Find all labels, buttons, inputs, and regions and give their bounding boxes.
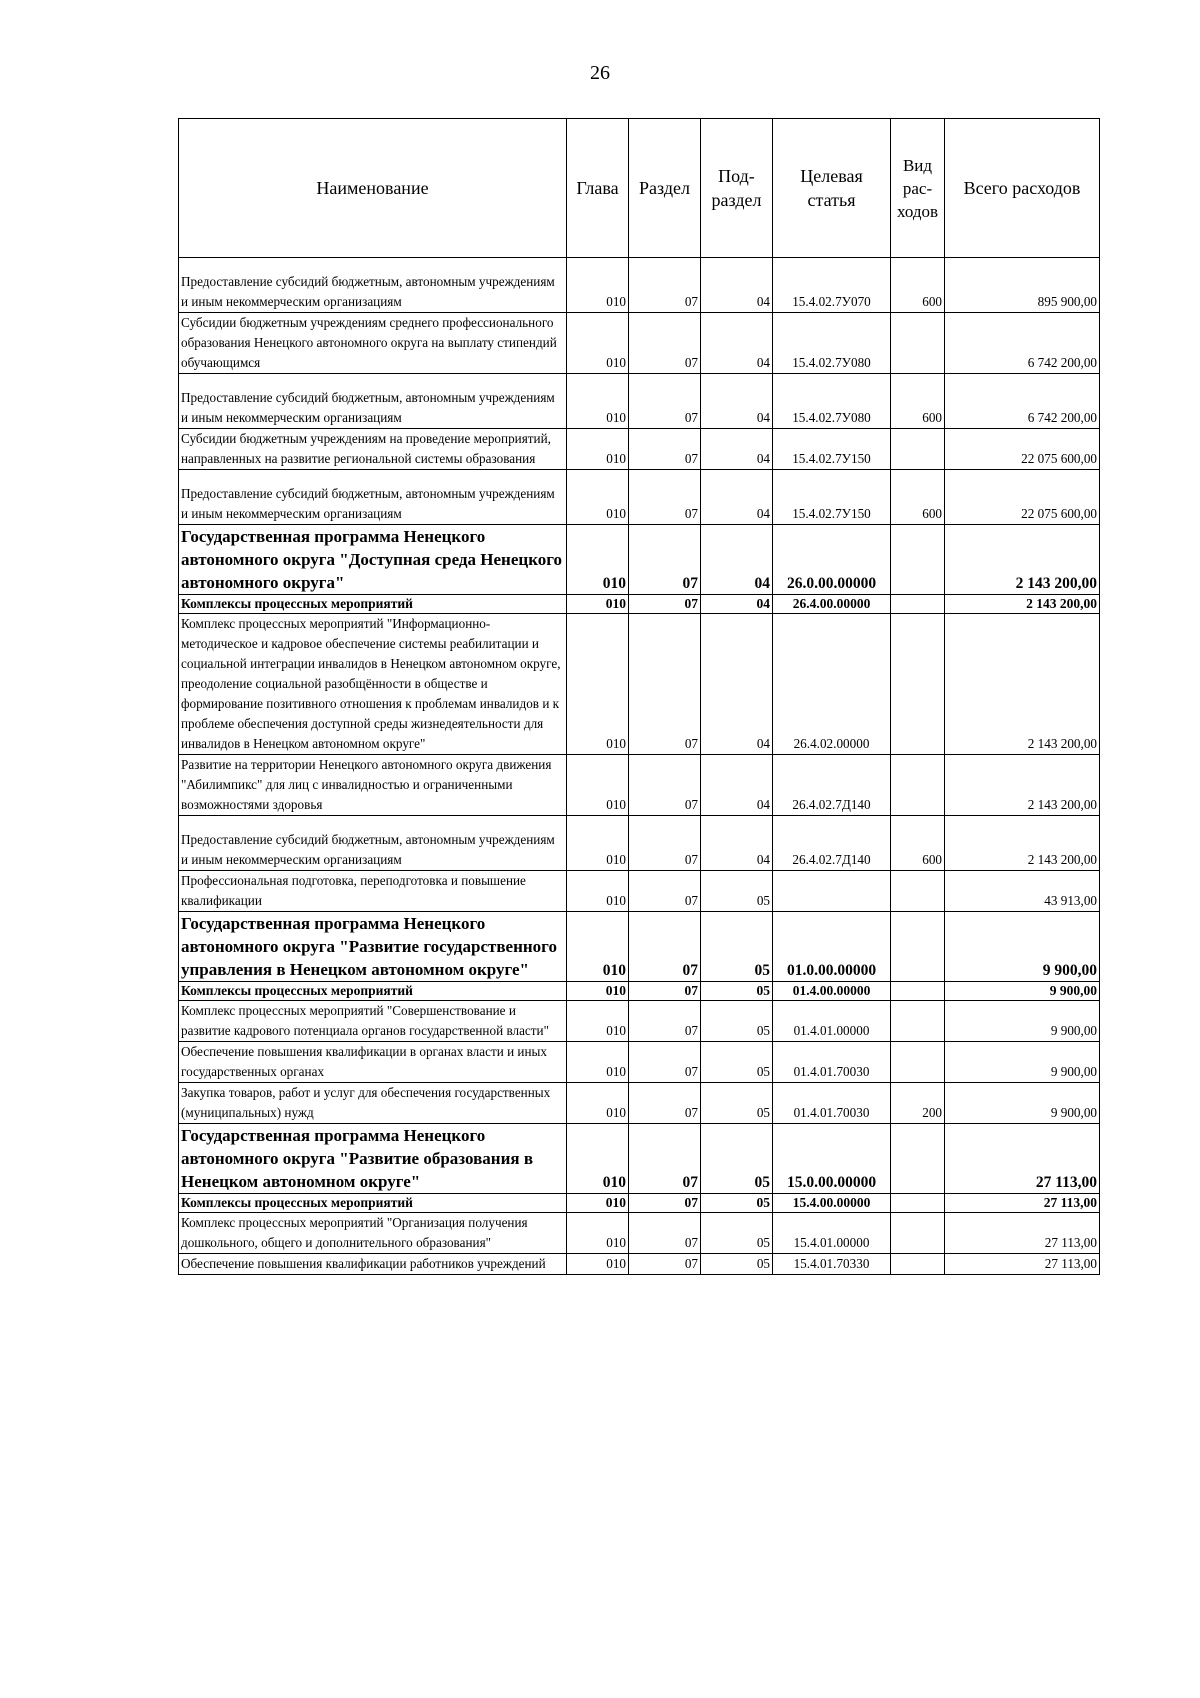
row-subsection: 04 <box>701 525 773 595</box>
row-total: 43 913,00 <box>945 871 1100 912</box>
row-expense-type <box>891 1001 945 1042</box>
row-chapter: 010 <box>567 313 629 374</box>
row-expense-type <box>891 1254 945 1275</box>
row-name: Предоставление субсидий бюджетным, автономным учреждениям и иным некоммерческим организациям <box>179 470 567 525</box>
row-total: 9 900,00 <box>945 1042 1100 1083</box>
row-target: 26.0.00.00000 <box>773 525 891 595</box>
table-row <box>179 1254 1100 1275</box>
header-section: Раздел <box>629 119 701 258</box>
row-subsection: 04 <box>701 258 773 313</box>
row-target: 15.4.00.00000 <box>773 1194 891 1213</box>
row-name: Комплекс процессных мероприятий "Информационно-методическое и кадровое обеспечение системы реабилитации и социальной интеграции инвалидов в Ненецком автономном округе, преодоление социальной разобщённости в обществе и формирование позитивного отношения к проблемам инвалидов и к проблеме обеспечения доступной среды жизнедеятельности для инвалидов в Ненецком автономном округе" <box>179 614 567 755</box>
row-target: 01.0.00.00000 <box>773 912 891 982</box>
row-expense-type <box>891 755 945 816</box>
row-chapter: 010 <box>567 1194 629 1213</box>
table-row-program <box>179 525 1100 595</box>
row-expense-type <box>891 1124 945 1194</box>
table-row <box>179 258 1100 313</box>
row-subsection: 05 <box>701 1254 773 1275</box>
table-row-program <box>179 1124 1100 1194</box>
row-chapter: 010 <box>567 1042 629 1083</box>
header-target: Целевая статья <box>773 119 891 258</box>
row-target: 15.4.02.7У070 <box>773 258 891 313</box>
row-total: 27 113,00 <box>945 1194 1100 1213</box>
row-chapter: 010 <box>567 595 629 614</box>
row-target: 01.4.01.70030 <box>773 1083 891 1124</box>
row-name: Предоставление субсидий бюджетным, автономным учреждениям и иным некоммерческим организациям <box>179 816 567 871</box>
row-chapter: 010 <box>567 755 629 816</box>
row-total: 2 143 200,00 <box>945 755 1100 816</box>
table-row <box>179 1213 1100 1254</box>
table-row <box>179 614 1100 755</box>
row-total: 9 900,00 <box>945 1001 1100 1042</box>
table-row <box>179 1001 1100 1042</box>
row-target: 15.4.02.7У150 <box>773 429 891 470</box>
row-total: 22 075 600,00 <box>945 470 1100 525</box>
row-chapter: 010 <box>567 1083 629 1124</box>
row-chapter: 010 <box>567 1254 629 1275</box>
page-number: 26 <box>590 62 610 84</box>
row-name: Обеспечение повышения квалификации в органах власти и иных государственных органах <box>179 1042 567 1083</box>
row-subsection: 04 <box>701 313 773 374</box>
row-expense-type: 200 <box>891 1083 945 1124</box>
row-chapter: 010 <box>567 912 629 982</box>
row-name: Комплексы процессных мероприятий <box>179 982 567 1001</box>
row-subsection: 05 <box>701 1194 773 1213</box>
row-target: 15.4.02.7У150 <box>773 470 891 525</box>
row-target: 01.4.01.70030 <box>773 1042 891 1083</box>
row-total: 22 075 600,00 <box>945 429 1100 470</box>
row-name: Субсидии бюджетным учреждениям среднего профессионального образования Ненецкого автономного округа на выплату стипендий обучающимся <box>179 313 567 374</box>
row-subsection: 05 <box>701 1124 773 1194</box>
row-name: Государственная программа Ненецкого автономного округа "Развитие государственного управления в Ненецком автономном округе" <box>179 912 567 982</box>
row-subsection: 05 <box>701 1001 773 1042</box>
row-total: 6 742 200,00 <box>945 374 1100 429</box>
table-row <box>179 374 1100 429</box>
table-row <box>179 429 1100 470</box>
header-expense-type: Вид рас-ходов <box>891 119 945 258</box>
row-total: 9 900,00 <box>945 1083 1100 1124</box>
row-name: Комплексы процессных мероприятий <box>179 595 567 614</box>
budget-table <box>178 118 1100 1275</box>
row-section: 07 <box>629 429 701 470</box>
row-section: 07 <box>629 982 701 1001</box>
table-row-program <box>179 912 1100 982</box>
header-total: Всего расходов <box>945 119 1100 258</box>
row-section: 07 <box>629 1042 701 1083</box>
row-expense-type <box>891 429 945 470</box>
row-section: 07 <box>629 470 701 525</box>
row-subsection: 05 <box>701 912 773 982</box>
row-target: 15.4.02.7У080 <box>773 374 891 429</box>
row-name: Государственная программа Ненецкого автономного округа "Развитие образования в Ненецком автономном округе" <box>179 1124 567 1194</box>
table-row <box>179 871 1100 912</box>
row-chapter: 010 <box>567 1124 629 1194</box>
row-total: 2 143 200,00 <box>945 816 1100 871</box>
row-subsection: 04 <box>701 595 773 614</box>
row-subsection: 05 <box>701 1083 773 1124</box>
row-name: Комплексы процессных мероприятий <box>179 1194 567 1213</box>
row-expense-type <box>891 313 945 374</box>
row-target: 15.4.01.00000 <box>773 1213 891 1254</box>
row-total: 9 900,00 <box>945 982 1100 1001</box>
row-total: 6 742 200,00 <box>945 313 1100 374</box>
row-total: 27 113,00 <box>945 1254 1100 1275</box>
row-subsection: 04 <box>701 429 773 470</box>
row-expense-type <box>891 1194 945 1213</box>
row-expense-type <box>891 982 945 1001</box>
row-subsection: 04 <box>701 470 773 525</box>
row-name: Государственная программа Ненецкого автономного округа "Доступная среда Ненецкого автономного округа" <box>179 525 567 595</box>
row-target: 01.4.01.00000 <box>773 1001 891 1042</box>
row-total: 2 143 200,00 <box>945 525 1100 595</box>
table-row <box>179 755 1100 816</box>
row-expense-type <box>891 525 945 595</box>
row-target: 26.4.02.00000 <box>773 614 891 755</box>
row-chapter: 010 <box>567 982 629 1001</box>
row-name: Предоставление субсидий бюджетным, автономным учреждениям и иным некоммерческим организациям <box>179 374 567 429</box>
header-chapter: Глава <box>567 119 629 258</box>
table-row-complex <box>179 1194 1100 1213</box>
row-target: 15.4.01.70330 <box>773 1254 891 1275</box>
row-section: 07 <box>629 1254 701 1275</box>
row-chapter: 010 <box>567 374 629 429</box>
row-total: 2 143 200,00 <box>945 595 1100 614</box>
row-expense-type <box>891 614 945 755</box>
row-target: 26.4.00.00000 <box>773 595 891 614</box>
row-subsection: 04 <box>701 755 773 816</box>
row-chapter: 010 <box>567 816 629 871</box>
row-chapter: 010 <box>567 614 629 755</box>
row-name: Субсидии бюджетным учреждениям на проведение мероприятий, направленных на развитие региональной системы образования <box>179 429 567 470</box>
row-name: Развитие на территории Ненецкого автономного округа движения "Абилимпикс" для лиц с инвалидностью и ограниченными возможностями здоровья <box>179 755 567 816</box>
table-row-complex <box>179 595 1100 614</box>
row-subsection: 05 <box>701 871 773 912</box>
table-row <box>179 1042 1100 1083</box>
row-section: 07 <box>629 614 701 755</box>
row-chapter: 010 <box>567 258 629 313</box>
header-row <box>179 119 1100 258</box>
row-total: 895 900,00 <box>945 258 1100 313</box>
row-name: Комплекс процессных мероприятий "Совершенствование и развитие кадрового потенциала органов государственной власти" <box>179 1001 567 1042</box>
row-section: 07 <box>629 755 701 816</box>
row-subsection: 05 <box>701 982 773 1001</box>
row-subsection: 04 <box>701 614 773 755</box>
row-section: 07 <box>629 374 701 429</box>
row-chapter: 010 <box>567 1213 629 1254</box>
row-total: 9 900,00 <box>945 912 1100 982</box>
row-section: 07 <box>629 1213 701 1254</box>
row-section: 07 <box>629 1083 701 1124</box>
row-name: Закупка товаров, работ и услуг для обеспечения государственных (муниципальных) нужд <box>179 1083 567 1124</box>
row-section: 07 <box>629 912 701 982</box>
row-section: 07 <box>629 595 701 614</box>
row-subsection: 05 <box>701 1042 773 1083</box>
row-expense-type <box>891 871 945 912</box>
table-row-complex <box>179 982 1100 1001</box>
row-expense-type <box>891 595 945 614</box>
row-target: 15.4.02.7У080 <box>773 313 891 374</box>
row-target: 15.0.00.00000 <box>773 1124 891 1194</box>
row-target <box>773 871 891 912</box>
row-total: 27 113,00 <box>945 1213 1100 1254</box>
row-section: 07 <box>629 313 701 374</box>
row-section: 07 <box>629 1194 701 1213</box>
row-target: 26.4.02.7Д140 <box>773 816 891 871</box>
row-chapter: 010 <box>567 871 629 912</box>
row-expense-type: 600 <box>891 258 945 313</box>
table-row <box>179 470 1100 525</box>
row-target: 26.4.02.7Д140 <box>773 755 891 816</box>
row-chapter: 010 <box>567 429 629 470</box>
row-name: Обеспечение повышения квалификации работников учреждений <box>179 1254 567 1275</box>
row-name: Комплекс процессных мероприятий "Организация получения дошкольного, общего и дополнительного образования" <box>179 1213 567 1254</box>
row-section: 07 <box>629 1001 701 1042</box>
row-subsection: 04 <box>701 374 773 429</box>
row-expense-type: 600 <box>891 470 945 525</box>
row-chapter: 010 <box>567 1001 629 1042</box>
row-section: 07 <box>629 871 701 912</box>
row-expense-type <box>891 912 945 982</box>
row-section: 07 <box>629 525 701 595</box>
row-expense-type <box>891 1042 945 1083</box>
row-name: Профессиональная подготовка, переподготовка и повышение квалификации <box>179 871 567 912</box>
row-section: 07 <box>629 816 701 871</box>
header-subsection: Под-раздел <box>701 119 773 258</box>
table-row <box>179 816 1100 871</box>
row-chapter: 010 <box>567 525 629 595</box>
row-subsection: 05 <box>701 1213 773 1254</box>
row-name: Предоставление субсидий бюджетным, автономным учреждениям и иным некоммерческим организациям <box>179 258 567 313</box>
row-expense-type: 600 <box>891 816 945 871</box>
row-total: 2 143 200,00 <box>945 614 1100 755</box>
row-chapter: 010 <box>567 470 629 525</box>
table-row <box>179 313 1100 374</box>
row-target: 01.4.00.00000 <box>773 982 891 1001</box>
row-total: 27 113,00 <box>945 1124 1100 1194</box>
header-name: Наименование <box>179 119 567 258</box>
row-subsection: 04 <box>701 816 773 871</box>
table-row <box>179 1083 1100 1124</box>
row-section: 07 <box>629 258 701 313</box>
row-expense-type: 600 <box>891 374 945 429</box>
row-section: 07 <box>629 1124 701 1194</box>
row-expense-type <box>891 1213 945 1254</box>
